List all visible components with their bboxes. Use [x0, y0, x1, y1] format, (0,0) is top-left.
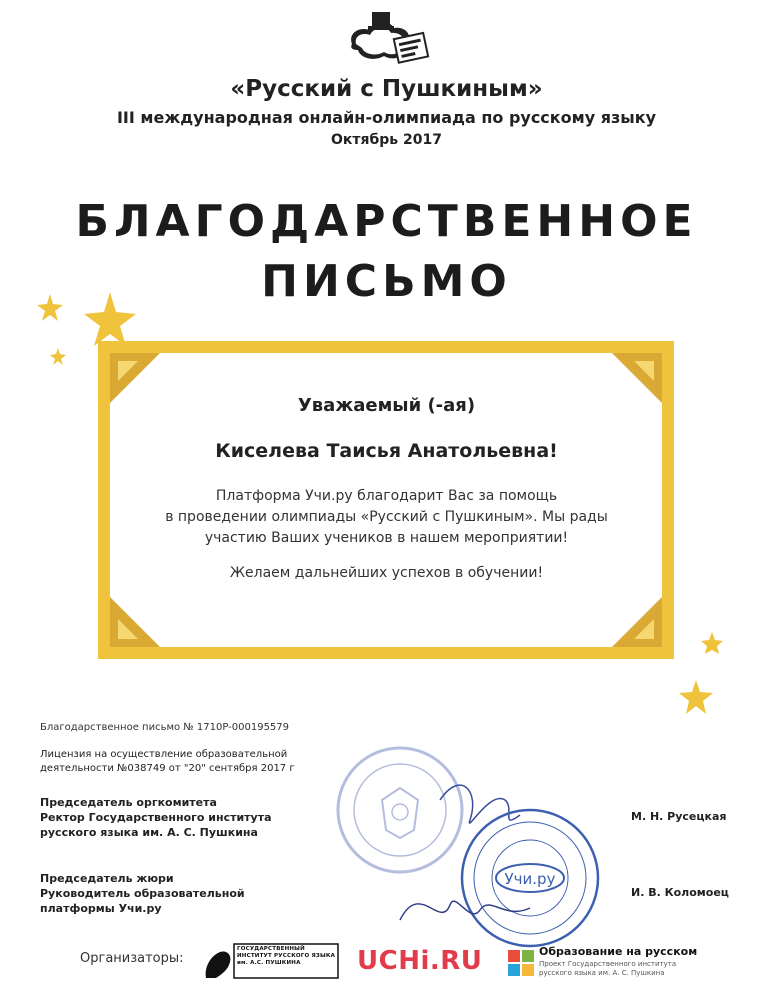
letter-number: Благодарственное письмо № 1710P-000195579 — [40, 722, 290, 733]
star-icon — [701, 632, 723, 654]
letter-body-line: Платформа Учи.ру благодарит Вас за помощь — [215, 488, 558, 504]
org1-line: ГОСУДАРСТВЕННЫЙ — [237, 946, 305, 952]
star-icon — [50, 348, 66, 365]
education-logo-icon — [508, 950, 534, 976]
jury-line: Руководитель образовательной — [40, 887, 245, 900]
letter-wish: Желаем дальнейших успехов в обучении! — [229, 565, 544, 581]
jury-line: платформы Учи.ру — [40, 902, 162, 915]
education-logo-title: Образование на русском — [539, 945, 698, 958]
license-info — [40, 748, 295, 776]
pushkin-institute-name — [237, 946, 335, 967]
institute-seal — [338, 748, 462, 872]
organizers-label: Организаторы: — [80, 951, 184, 966]
org3-line: русского языка им. А. С. Пушкина — [539, 969, 665, 977]
certificate-heading-line2: ПИСЬМО — [261, 256, 512, 307]
committee-chair-title — [40, 795, 272, 840]
stamps-and-signatures — [330, 730, 630, 970]
olympiad-title: «Русский с Пушкиным» — [230, 76, 543, 102]
letter-body-line: участию Ваших учеников в нашем мероприятии! — [204, 530, 569, 546]
signature-icon — [400, 901, 530, 920]
committee-line: русского языка им. А. С. Пушкина — [40, 826, 258, 839]
committee-line: Ректор Государственного института — [40, 811, 272, 824]
star-icon — [679, 680, 713, 714]
signature-icon — [440, 785, 520, 823]
uchi-stamp-text: Учи.ру — [504, 870, 556, 888]
star-icon — [84, 292, 136, 346]
jury-signer: И. В. Коломоец — [631, 886, 729, 899]
letter-body — [0, 486, 773, 549]
org1-line: им. А.С. ПУШКИНА — [237, 960, 301, 966]
license-line: Лицензия на осуществление образовательной — [40, 749, 288, 760]
olympiad-subtitle: III международная онлайн-олимпиада по русскому языку — [116, 108, 657, 127]
org3-line: Проект Государственного института — [539, 960, 677, 968]
license-line: деятельности №038749 от "20" сентября 2017 г — [40, 763, 295, 774]
star-icon — [37, 294, 63, 321]
education-logo-subtitle — [539, 960, 676, 978]
letter-body-line: в проведении олимпиады «Русский с Пушкиным». Мы рады — [165, 509, 608, 525]
uchi-ru-logo: UCHi.RU — [357, 946, 483, 976]
certificate-heading-line1: БЛАГОДАРСТВЕННОЕ — [75, 196, 698, 247]
committee-signer: М. Н. Русецкая — [631, 810, 727, 823]
jury-line: Председатель жюри — [40, 872, 174, 885]
olympiad-logo — [344, 8, 430, 70]
org1-line: ИНСТИТУТ РУССКОГО ЯЗЫКА — [237, 953, 336, 959]
olympiad-date: Октябрь 2017 — [331, 132, 442, 148]
greeting: Уважаемый (-ая) — [297, 395, 476, 416]
jury-chair-title — [40, 871, 245, 916]
committee-line: Председатель оргкомитета — [40, 796, 217, 809]
recipient-name: Киселева Таисья Анатольевна! — [215, 440, 558, 462]
